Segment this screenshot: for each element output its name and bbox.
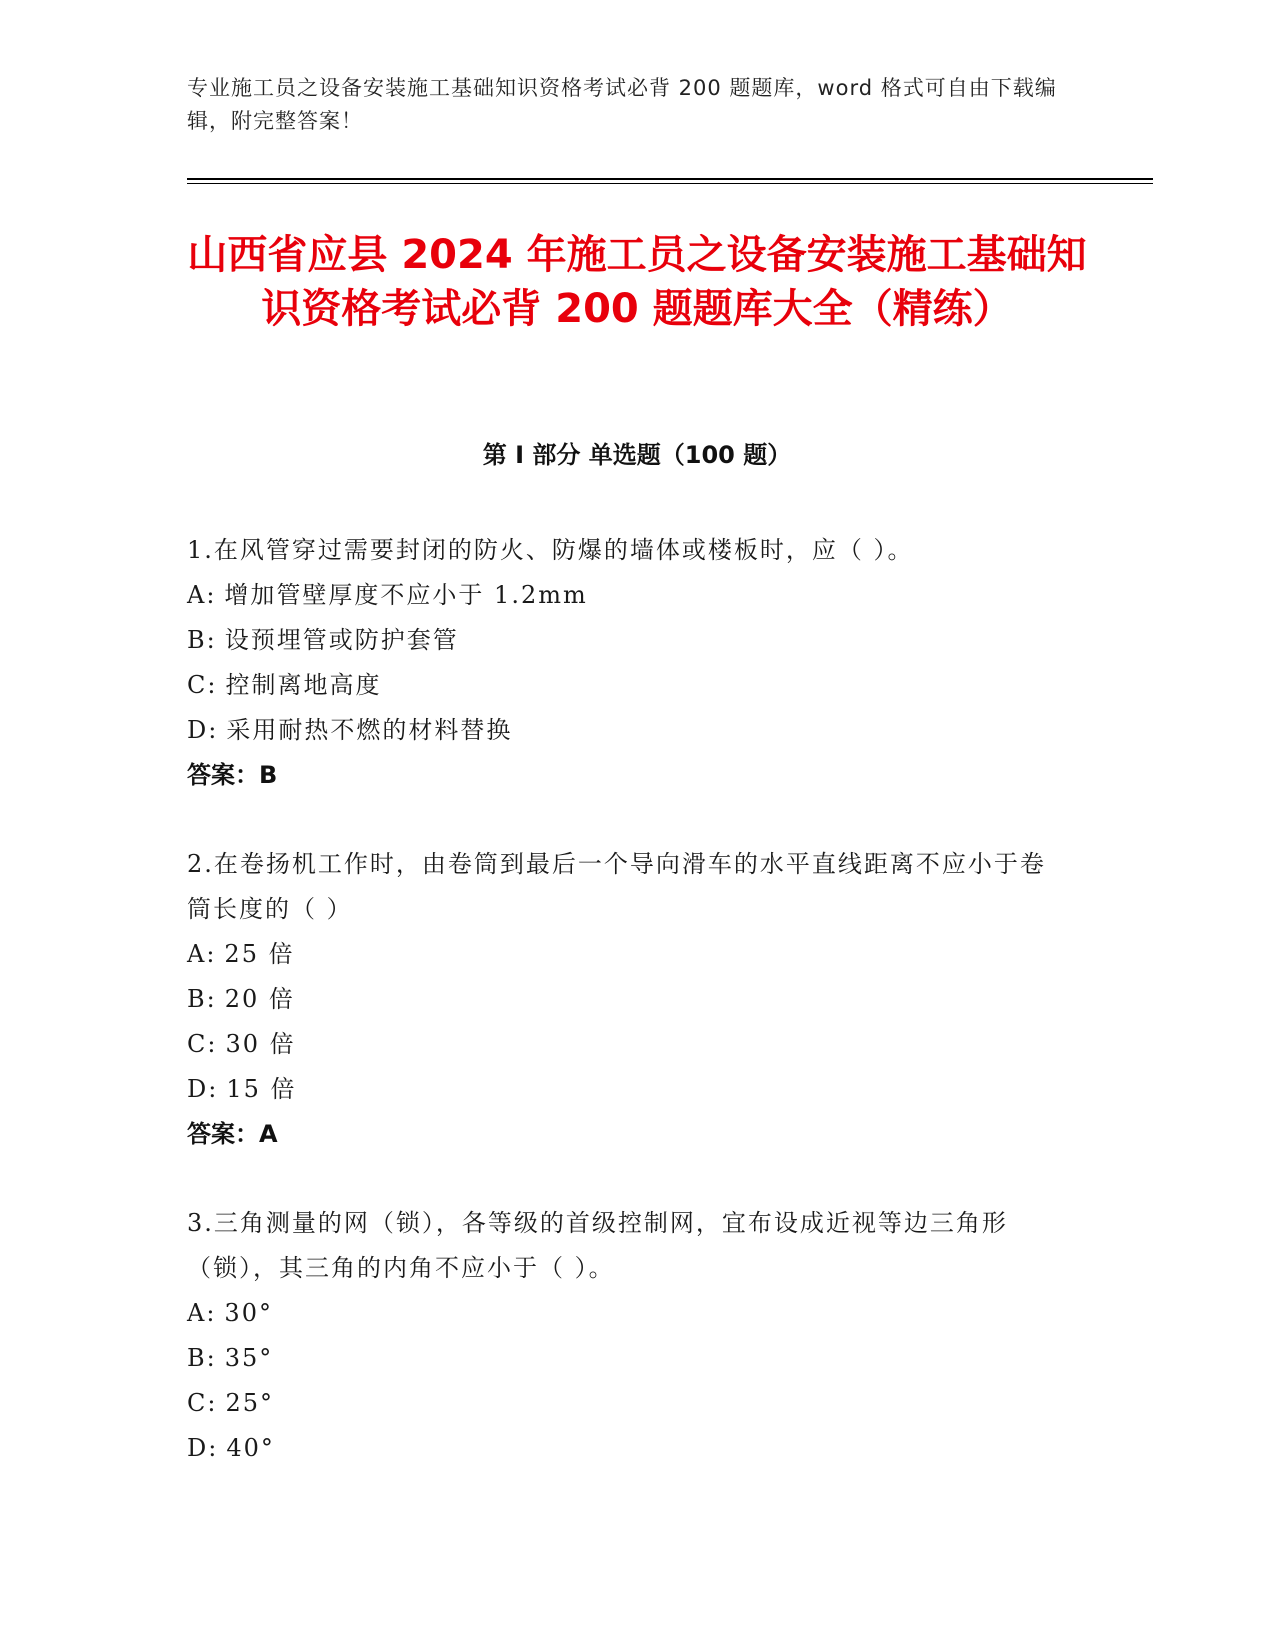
option-text: 控制离地高度 (225, 671, 382, 699)
option-letter: A: (187, 940, 217, 968)
option-text: 增加管壁厚度不应小于 1.2mm (224, 581, 588, 609)
option-a (187, 1291, 1067, 1336)
option-text: 设预埋管或防护套管 (224, 626, 459, 654)
option-a (187, 573, 1067, 618)
option-text: 35° (224, 1344, 274, 1372)
answer-line: 答案：A (187, 1120, 278, 1148)
header-note: 专业施工员之设备安装施工基础知识资格考试必背 200 题题库，word 格式可自由下载编辑，附完整答案！ (187, 76, 1057, 133)
section-heading: 第 I 部分 单选题（100 题） (482, 441, 792, 469)
question-list (187, 528, 1067, 1515)
option-text: 30° (224, 1299, 273, 1327)
option-text: 40° (226, 1434, 275, 1462)
option-d (187, 1426, 1067, 1471)
option-d (187, 1067, 1067, 1112)
option-c (187, 1022, 1067, 1067)
option-letter: B: (187, 626, 217, 654)
option-b (187, 977, 1067, 1022)
option-letter: C: (187, 1030, 218, 1058)
question-1 (187, 528, 1067, 798)
option-letter: D: (187, 716, 219, 744)
option-letter: B: (187, 985, 217, 1013)
option-letter: C: (187, 1389, 218, 1417)
option-c (187, 663, 1067, 708)
option-d (187, 708, 1067, 753)
option-b (187, 1336, 1067, 1381)
question-stem: 1.在风管穿过需要封闭的防火、防爆的墙体或楼板时，应（ ）。 (187, 536, 914, 564)
option-c (187, 1381, 1067, 1426)
option-letter: A: (187, 1299, 217, 1327)
header-divider-thick (187, 178, 1153, 180)
header-divider-thin (187, 183, 1153, 184)
answer-line: 答案：B (187, 761, 278, 789)
option-text: 25 倍 (224, 940, 295, 968)
option-text: 25° (225, 1389, 274, 1417)
option-letter: D: (187, 1075, 219, 1103)
question-2 (187, 842, 1067, 1157)
option-letter: A: (187, 581, 217, 609)
question-stem: 3.三角测量的网（锁），各等级的首级控制网，宜布设成近视等边三角形（锁），其三角的内角不应小于（ ）。 (187, 1209, 1008, 1282)
option-b (187, 618, 1067, 663)
question-3 (187, 1201, 1067, 1471)
option-text: 采用耐热不燃的材料替换 (226, 716, 513, 744)
option-text: 30 倍 (225, 1030, 296, 1058)
option-letter: D: (187, 1434, 219, 1462)
question-stem: 2.在卷扬机工作时，由卷筒到最后一个导向滑车的水平直线距离不应小于卷筒长度的（ ） (187, 850, 1046, 923)
option-text: 20 倍 (224, 985, 295, 1013)
option-a (187, 932, 1067, 977)
option-letter: C: (187, 671, 218, 699)
document-title: 山西省应县 2024 年施工员之设备安装施工基础知识资格考试必背 200 题题库大全（精练） (187, 232, 1087, 332)
option-letter: B: (187, 1344, 217, 1372)
option-text: 15 倍 (226, 1075, 297, 1103)
